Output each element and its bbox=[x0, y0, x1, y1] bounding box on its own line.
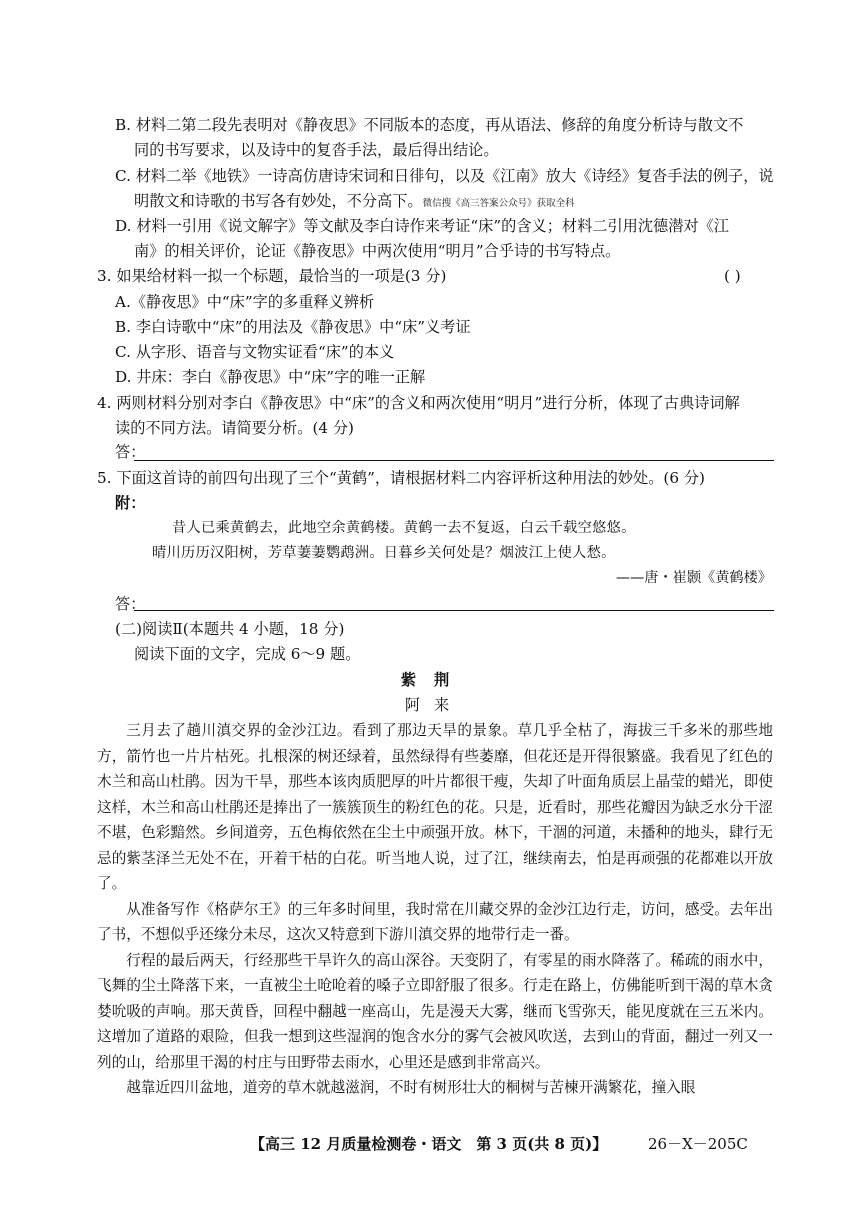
article-paragraph: 从准备写作《格萨尔王》的三年多时间里，我时常在川藏交界的金沙江边行走，访问，感受。去年出了书，不想似乎还缘分未尽，这次又特意到下游川滇交界的地带行走一番。 bbox=[97, 900, 773, 943]
q2-option-c-line1: C. 材料二举《地铁》一诗高仿唐诗宋词和日徘句，以及《江南》放大《诗经》复沓手法的例子，说 bbox=[115, 167, 774, 185]
q2-option-d-line1: D. 材料一引用《说文解字》等文献及李白诗作来考证“床”的含义；材料二引用沈德潜对《江 bbox=[115, 217, 729, 235]
q2-option-b-line1: B. 材料二第二段先表明对《静夜思》不同版本的态度，再从语法、修辞的角度分析诗与散文不 bbox=[115, 116, 744, 134]
q5-answer-label: 答： bbox=[115, 595, 146, 613]
article-paragraph: 行程的最后两天，行经那些干旱许久的高山深谷。天变阴了，有零星的雨水降落了。稀疏的雨水中，飞舞的尘土降落下来，一直被尘土呛呛着的嗓子立即舒服了很多。行走在路上，仿佛能听到干渴的草木贪婪吮吸的声响。那天黄昏，回程中翻越一座高山，先是漫天大雾，继而飞雪弥天，能见度就在三五米内。这增加了道路的艰险，但我一想到这些湿润的饱含水分的雾气会被风吹送，去到山的背面，翻过一列又一列的山，给那里干渴的村庄与田野带去雨水，心里还是感到非常高兴。 bbox=[97, 951, 773, 1071]
exam-code: 26－X－205C bbox=[648, 1135, 748, 1153]
q3-answer-paren: ( ) bbox=[724, 267, 741, 285]
q4-answer-line[interactable] bbox=[134, 460, 774, 461]
q5-poem-line1: 昔人已乘黄鹤去，此地空余黄鹤楼。黄鹤一去不复返，白云千载空悠悠。 bbox=[172, 520, 636, 536]
article-author: 阿来 bbox=[404, 696, 464, 714]
q2-option-d-line2: 南》的相关评价，论证《静夜思》中两次使用“明月”合乎诗的书写特点。 bbox=[134, 242, 621, 260]
q2-option-c-text: 明散文和诗歌的书写各有妙处，不分高下。 bbox=[134, 192, 423, 210]
article-body bbox=[97, 718, 773, 1101]
article-paragraph: 三月去了趟川滇交界的金沙江边。看到了那边天旱的景象。草几乎全枯了，海拔三千多米的那些地方，箭竹也一片片枯死。扎根深的树还绿着，虽然绿得有些萎靡，但花还是开得很繁盛。我看见了红色的木兰和高山杜鹃。因为干旱，那些本该肉质肥厚的叶片都很干瘦，失却了叶面角质层上晶莹的蜡光，即使这样，木兰和高山杜鹃还是捧出了一簇簇顶生的粉红色的花。只是，近看时，那些花瓣因为缺乏水分干涩不堪，色彩黯然。乡间道旁，五色梅依然在尘土中顽强开放。林下，干涸的河道，未播种的地头，肆行无忌的紫茎泽兰无处不在，开着干枯的白花。听当地人说，过了江，继续南去，怕是再顽强的花都难以开放了。 bbox=[97, 722, 773, 892]
article-paragraph: 越靠近四川盆地，道旁的草木就越滋润，不时有树形壮大的桐树与苦楝开满繁花，撞入眼 bbox=[126, 1079, 696, 1096]
q4-stem-line1: 4. 两则材料分别对李白《静夜思》中“床”的含义和两次使用“明月”进行分析，体现了古典诗词解 bbox=[97, 394, 740, 412]
q5-attach-label: 附： bbox=[115, 494, 146, 512]
q3-stem: 3. 如果给材料一拟一个标题，最恰当的一项是(3 分) bbox=[97, 267, 447, 285]
reading2-instruction: 阅读下面的文字，完成 6～9 题。 bbox=[134, 645, 361, 663]
q4-stem-line2: 读的不同方法。请简要分析。(4 分) bbox=[115, 419, 354, 437]
q5-poem-attribution: ——唐・崔颢《黄鹤楼》 bbox=[615, 570, 772, 586]
q3-option-a: A.《静夜思》中“床”字的多重释义辨析 bbox=[115, 293, 375, 311]
q3-option-b: B. 李白诗歌中“床”的用法及《静夜思》中“床”义考证 bbox=[115, 318, 471, 336]
q3-option-c: C. 从字形、语音与文物实证看“床”的本义 bbox=[115, 343, 395, 361]
q3-option-d: D. 井床：李白《静夜思》中“床”字的唯一正解 bbox=[115, 368, 426, 386]
q5-poem-line2: 晴川历历汉阳树，芳草萋萋鹦鹉洲。日暮乡关何处是？烟波江上使人愁。 bbox=[152, 545, 616, 561]
article-title: 紫荆 bbox=[400, 671, 468, 689]
watermark-text: 微信搜《高三答案公众号》获取全科 bbox=[422, 198, 575, 209]
q4-answer-label: 答： bbox=[115, 443, 146, 461]
q5-stem: 5. 下面这首诗的前四句出现了三个“黄鹤”，请根据材料二内容评析这种用法的妙处。(6 分) bbox=[97, 469, 705, 487]
page-footer: 【高三 12 月质量检测卷・语文 第 3 页(共 8 页)】 bbox=[250, 1135, 608, 1153]
q2-option-c-line2 bbox=[134, 189, 575, 217]
reading2-section-header: (二)阅读Ⅱ(本题共 4 小题，18 分) bbox=[115, 620, 345, 638]
q5-answer-line[interactable] bbox=[134, 610, 774, 611]
q2-option-b-line2: 同的书写要求，以及诗中的复沓手法，最后得出结论。 bbox=[134, 141, 499, 159]
